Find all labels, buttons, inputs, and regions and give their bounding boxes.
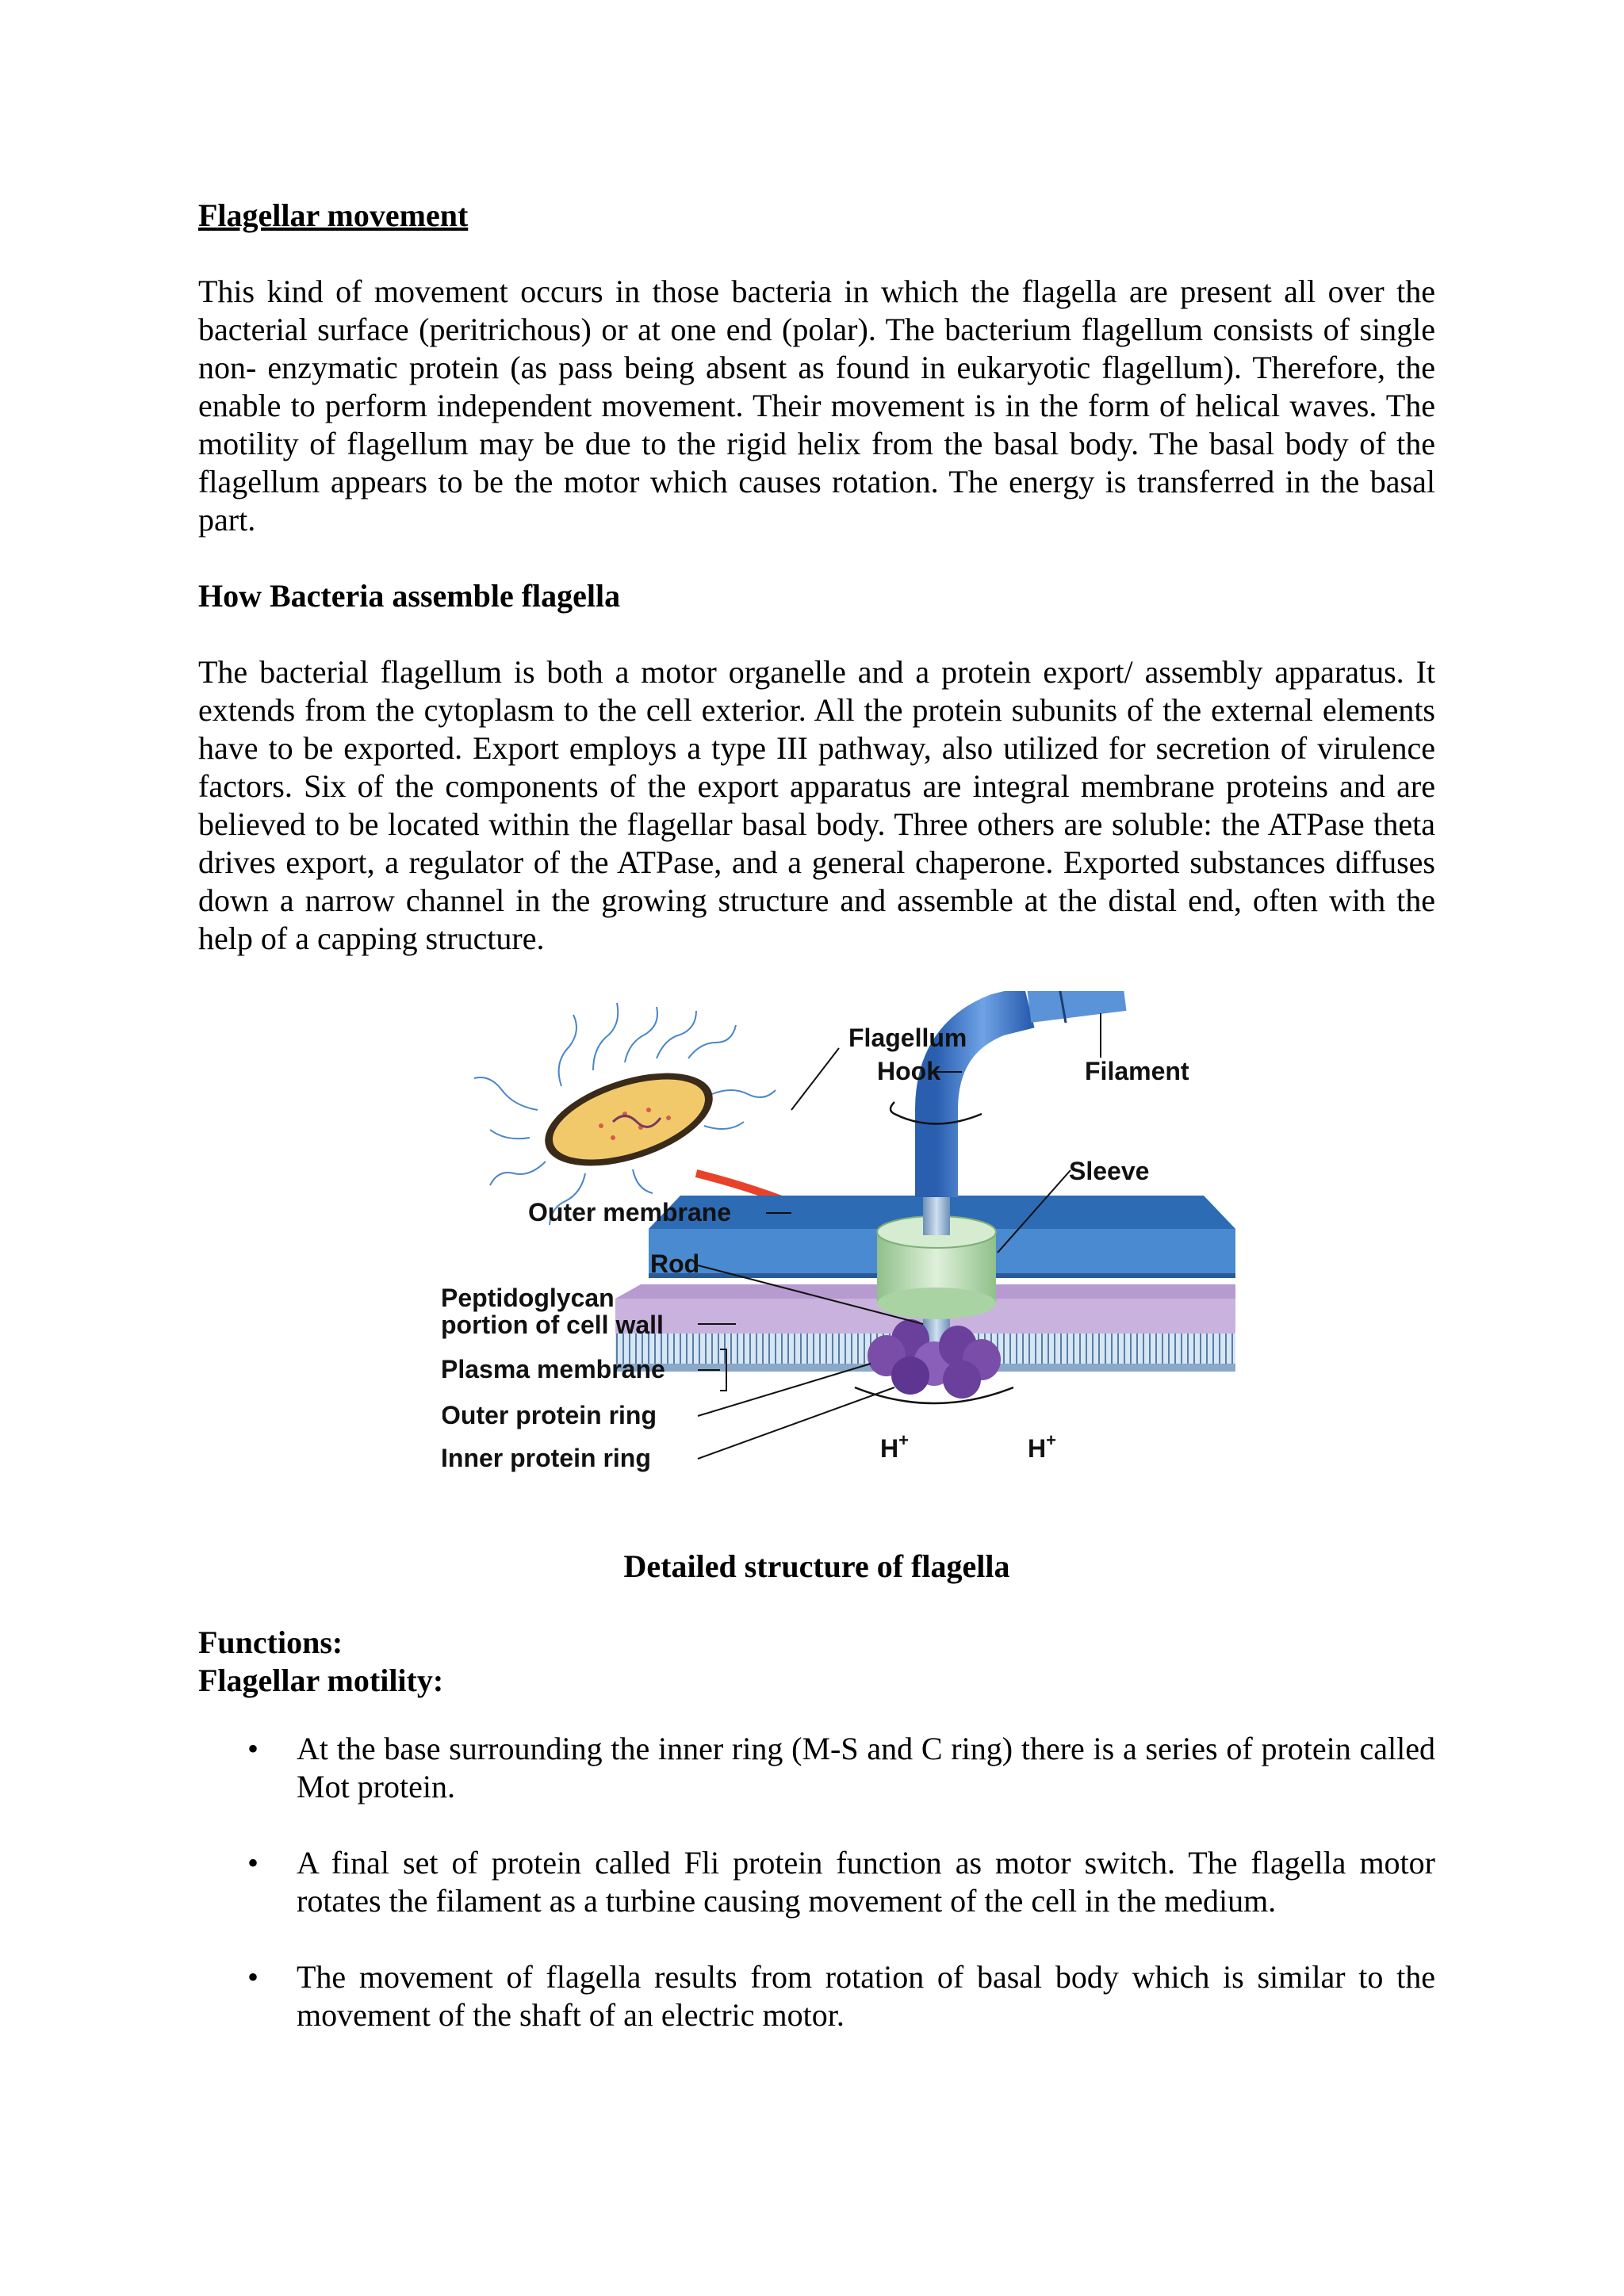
bullet-icon: • [247,1845,259,1881]
label-proton-right: H+ [1028,1430,1056,1463]
label-flagellum: Flagellum [848,1024,967,1052]
heading-flagellar-movement: Flagellar movement [198,197,469,233]
flagellum-structure-diagram [442,991,1235,1498]
label-inner-protein-ring: Inner protein ring [442,1444,651,1472]
label-sleeve: Sleeve [1069,1157,1150,1185]
diagram-svg [442,991,1235,1498]
label-filament: Filament [1085,1057,1189,1085]
leader-inner-protein-ring [698,1387,894,1459]
list-item [198,1844,1435,1920]
motility-bullet-list [198,1730,1435,2072]
filament [1029,995,1124,1007]
heading-assemble-flagella: How Bacteria assemble flagella [198,578,621,614]
sleeve-bottom [877,1288,996,1319]
label-outer-protein-ring: Outer protein ring [442,1401,657,1429]
bullet-icon: • [247,1959,259,1995]
figure-caption: Detailed structure of flagella [623,1548,1010,1584]
label-peptidoglycan-1: Peptidoglycan [442,1284,615,1312]
label-outer-membrane: Outer membrane [528,1198,732,1226]
heading-flagellar-motility: Flagellar motility: [198,1663,444,1698]
leader-flagellum [791,1048,839,1110]
label-hook: Hook [877,1057,940,1085]
paragraph-assemble-flagella: The bacterial flagellum is both a motor organelle and a protein export/ assembly apparatus. It extends from the cytoplasm to the cell exterior. All the protein subunits of the external elements have to be exported. Export employs a type III pathway, also utilized for secretion of virulence factors. Six of the components of the export apparatus are integral membrane proteins and are believed to be located within the flagellar basal body. Three others are soluble: the ATPase theta drives export, a regulator of the ATPase, and a general chaperone. Exported substances diffuses down a narrow channel in the growing structure and assemble at the distal end, often with the help of a capping structure. [198,654,1435,956]
heading-functions: Functions: [198,1624,343,1660]
label-proton-left: H+ [880,1430,909,1463]
bacterium-cell-icon [474,1003,776,1225]
label-peptidoglycan-2: portion of cell wall [442,1311,664,1339]
list-item-text: A final set of protein called Fli protein function as motor switch. The flagella motor rotates the filament as a turbine causing movement of the cell in the medium. [297,1845,1435,1919]
paragraph-flagellar-movement: This kind of movement occurs in those bacteria in which the flagella are present all over the bacterial surface (peritrichous) or at one end (polar). The bacterium flagellum consists of single non- enzymatic protein (as pass being absent as found in eukaryotic flagellum). Therefore, the enable to perform independent movement. Their movement is in the form of helical waves. The motility of flagellum may be due to the rigid helix from the basal body. The basal body of the flagellum appears to be the motor which causes rotation. The energy is transferred in the basal part. [198,274,1435,538]
list-item [198,1730,1435,1806]
rotation-arrow-hook-tail [891,1102,894,1114]
list-item-text: The movement of flagella results from rotation of basal body which is similar to the movement of the shaft of an electric motor. [297,1959,1435,2033]
list-item-text: At the base surrounding the inner ring (M-S and C ring) there is a series of protein called Mot protein. [297,1731,1435,1804]
list-item [198,1958,1435,2034]
label-rod: Rod [650,1249,700,1278]
bullet-icon: • [247,1731,259,1766]
label-plasma-membrane: Plasma membrane [442,1355,665,1383]
rotation-arrow-base [855,1387,1013,1403]
